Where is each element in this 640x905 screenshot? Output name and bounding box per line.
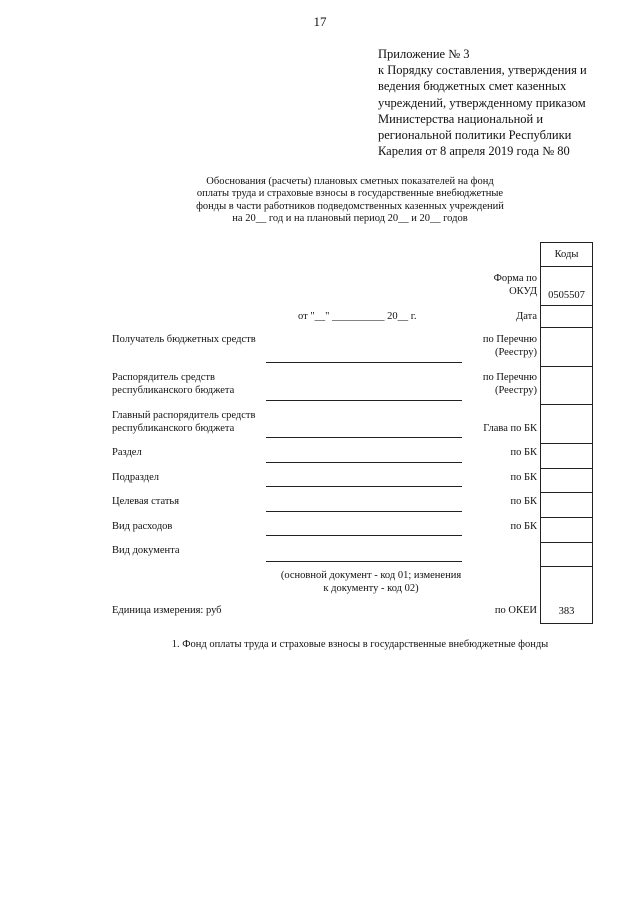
razdel-bk-label: по БК	[510, 447, 537, 458]
podrazdel-label: Подраздел	[112, 472, 159, 483]
codes-table	[540, 242, 593, 624]
annex-line: к Порядку составления, утверждения и	[378, 63, 587, 78]
podrazdel-bk-label: по БК	[510, 472, 537, 483]
annex-line: региональной политики Республики	[378, 128, 572, 143]
distributor-label-1: Распорядитель средств	[112, 372, 215, 383]
date-code-cell[interactable]	[541, 306, 593, 328]
section-heading: 1. Фонд оплаты труда и страховые взносы в государственные внебюджетные фонды	[171, 639, 549, 650]
perechen2-label-2: (Реестру)	[494, 385, 537, 396]
doc-note-line-1: (основной документ - код 01; изменения	[280, 570, 462, 581]
statya-bk-label: по БК	[510, 496, 537, 507]
perechen-code-cell[interactable]	[541, 328, 593, 367]
annex-reference	[378, 46, 618, 159]
okud-code-cell[interactable]: 0505507	[541, 267, 593, 306]
form-okud-label-1: Форма по	[493, 273, 537, 284]
main-distributor-label-1: Главный распорядитель средств	[112, 410, 256, 421]
main-distributor-field[interactable]	[266, 437, 462, 438]
perechen2-code-cell[interactable]	[541, 367, 593, 405]
title-line: оплаты труда и страховые взносы в государственные внебюджетные	[196, 188, 504, 200]
annex-line: Карелия от 8 апреля 2019 года № 80	[378, 144, 570, 159]
statya-code-cell[interactable]	[541, 493, 593, 518]
main-distributor-label-2: республиканского бюджета	[112, 423, 235, 434]
statya-field[interactable]	[266, 511, 462, 512]
form-okud-label-2: ОКУД	[509, 286, 537, 297]
perechen2-label-1: по Перечню	[482, 372, 537, 383]
title-line: фонды в части работников подведомственных казенных учреждений	[196, 200, 504, 212]
razdel-field[interactable]	[266, 462, 462, 463]
perechen-label-2: (Реестру)	[494, 347, 537, 358]
statya-label: Целевая статья	[112, 496, 180, 507]
date-line: от "__" __________ 20__ г.	[298, 311, 417, 322]
annex-line: Приложение № 3	[378, 47, 470, 61]
podrazdel-code-cell[interactable]	[541, 469, 593, 493]
recipient-field[interactable]	[266, 362, 462, 363]
recipient-label: Получатель бюджетных средств	[112, 334, 256, 345]
podrazdel-field[interactable]	[266, 486, 462, 487]
razdel-code-cell[interactable]	[541, 444, 593, 469]
vid-dokumenta-field[interactable]	[266, 561, 462, 562]
okei-label: по ОКЕИ	[494, 605, 537, 616]
perechen-label-1: по Перечню	[482, 334, 537, 345]
okei-code-cell[interactable]: 383	[541, 567, 593, 624]
glava-code-cell[interactable]	[541, 405, 593, 444]
annex-line: ведения бюджетных смет казенных	[378, 79, 567, 94]
title-line: на 20__ год и на плановый период 20__ и 20__ годов	[232, 213, 468, 225]
annex-line: Министерства национальной и	[378, 111, 544, 126]
vid-rashodov-bk-label: по БК	[510, 521, 537, 532]
document-title	[180, 176, 520, 226]
vid-rashodov-code-cell[interactable]	[541, 518, 593, 543]
annex-line: учреждений, утвержденному приказом	[378, 95, 586, 110]
codes-header: Коды	[541, 243, 593, 267]
doc-note-line-2: к документу - код 02)	[323, 583, 419, 594]
title-line: Обоснования (расчеты) плановых сметных показателей на фонд	[206, 176, 494, 187]
date-label: Дата	[516, 311, 537, 322]
distributor-label-2: республиканского бюджета	[112, 385, 235, 396]
vid-rashodov-field[interactable]	[266, 535, 462, 536]
distributor-field[interactable]	[266, 400, 462, 401]
razdel-label: Раздел	[112, 447, 142, 458]
page-number: 17	[313, 14, 327, 29]
vid-rashodov-label: Вид расходов	[112, 521, 173, 532]
glava-bk-label: Глава по БК	[483, 423, 537, 434]
unit-label: Единица измерения: руб	[112, 605, 222, 616]
vid-dokumenta-label: Вид документа	[112, 545, 180, 556]
vid-dokumenta-code-cell[interactable]	[541, 543, 593, 567]
